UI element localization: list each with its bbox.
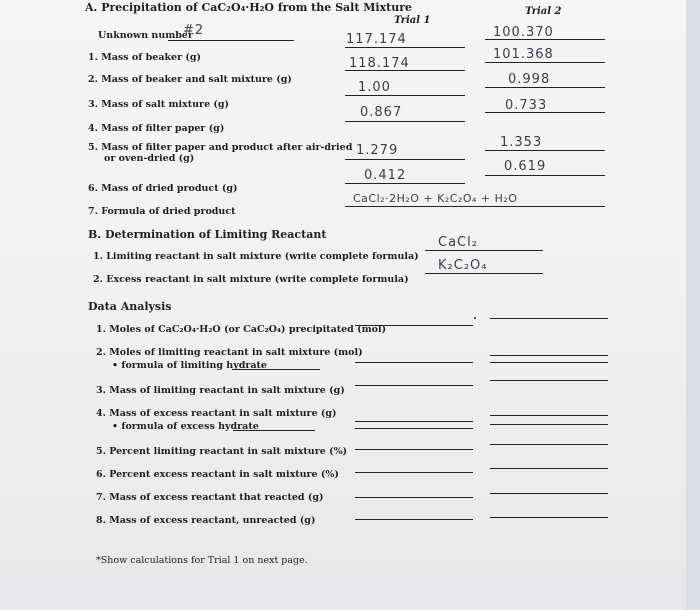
da7-label: 7. Mass of excess reactant that reacted (g) [96,492,324,503]
da2-sub-label: • formula of limiting hydrate [112,360,267,371]
da5-trial1-line[interactable] [355,449,473,450]
a7-answer-line[interactable] [345,206,605,207]
da4-sub-line[interactable] [233,430,315,431]
da3-trial1-line[interactable] [355,385,473,386]
b1-answer-line[interactable] [425,250,543,251]
a4-trial1-line[interactable] [345,121,465,122]
a2-trial2-line[interactable] [485,62,605,63]
a7-label: 7. Formula of dried product [88,206,236,217]
a3-trial1-line[interactable] [345,95,465,96]
a7-answer-value: CaCl₂·2H₂O + K₂C₂O₄ + H₂O [353,192,518,205]
a5-label-cont: or oven-dried (g) [104,153,195,164]
a3-label: 3. Mass of salt mixture (g) [88,99,230,110]
a3-trial1-value: 1.00 [358,80,391,95]
da5-trial2-line[interactable] [490,444,608,445]
da8-label: 8. Mass of excess reactant, unreacted (g) [96,515,316,526]
trial1-header: Trial 1 [394,15,431,26]
da3-trial2-line[interactable] [490,380,608,381]
data-analysis-title: Data Analysis [88,300,172,313]
da4-sub-label: • formula of excess hydrate [112,421,259,432]
da1-trial1-line[interactable] [355,325,473,326]
unknown-number-value: #2 [183,23,205,38]
da2-trial2-line-2[interactable] [490,362,608,363]
a4-label: 4. Mass of filter paper (g) [88,123,225,134]
da4-trial1-line[interactable] [355,421,473,422]
da1-trial2-line[interactable] [490,318,608,319]
a3-trial2-line[interactable] [485,87,605,88]
da2-trial2-line[interactable] [490,355,608,356]
a6-trial1-line[interactable] [345,183,465,184]
a4-trial2-value: 0.733 [505,98,548,113]
da4-trial2-line[interactable] [490,415,608,416]
da2-sub-line[interactable] [232,369,320,370]
a5-label: 5. Mass of filter paper and product after air-dried [88,142,353,153]
pen-mark [474,317,476,319]
a5-trial2-value: 1.353 [500,135,543,150]
da1-label: 1. Moles of CaC₂O₄·H₂O (or CaC₂O₄) precipitated (mol) [96,324,387,335]
da4-trial2-line-2[interactable] [490,424,608,425]
b2-answer-line[interactable] [425,273,543,274]
da3-label: 3. Mass of limiting reactant in salt mixture (g) [96,385,345,396]
a1-trial2-value: 100.370 [493,25,554,40]
b1-label: 1. Limiting reactant in salt mixture (write complete formula) [93,251,419,262]
b2-label: 2. Excess reactant in salt mixture (write complete formula) [93,274,409,285]
unknown-number-label: Unknown number [98,30,193,41]
a2-trial2-value: 101.368 [493,47,554,62]
footer-note: *Show calculations for Trial 1 on next page. [96,555,308,566]
a4-trial1-value: 0.867 [360,105,403,120]
unknown-number-line[interactable] [168,40,294,41]
a1-label: 1. Mass of beaker (g) [88,52,202,63]
section-b-title: B. Determination of Limiting Reactant [88,228,327,241]
da4-trial1-line-2[interactable] [355,428,473,429]
da8-trial1-line[interactable] [355,519,473,520]
da6-trial2-line[interactable] [490,468,608,469]
a2-label: 2. Mass of beaker and salt mixture (g) [88,74,292,85]
a5-trial2-line[interactable] [485,150,605,151]
a6-label: 6. Mass of dried product (g) [88,183,238,194]
da2-label: 2. Moles of limiting reactant in salt mixture (mol) [96,347,363,358]
a6-trial1-value: 0.412 [364,168,407,183]
b1-answer-value: CaCl₂ [438,235,478,250]
trial2-header: Trial 2 [525,6,562,17]
a6-trial2-value: 0.619 [504,159,547,174]
a2-trial1-value: 118.174 [349,56,410,71]
da4-label: 4. Mass of excess reactant in salt mixture (g) [96,408,337,419]
da8-trial2-line[interactable] [490,517,608,518]
da2-trial1-line[interactable] [355,362,473,363]
background-edge [686,0,700,610]
b2-answer-value: K₂C₂O₄ [438,258,488,273]
a6-trial2-line[interactable] [485,175,605,176]
da7-trial1-line[interactable] [355,497,473,498]
da6-label: 6. Percent excess reactant in salt mixture (%) [96,469,339,480]
a5-trial1-line[interactable] [345,159,465,160]
da6-trial1-line[interactable] [355,472,473,473]
section-a-title: A. Precipitation of CaC₂O₄·H₂O from the Salt Mixture [85,1,413,14]
da5-label: 5. Percent limiting reactant in salt mixture (%) [96,446,348,457]
a1-trial1-line[interactable] [345,47,465,48]
a1-trial1-value: 117.174 [346,32,407,47]
a3-trial2-value: 0.998 [508,72,551,87]
da7-trial2-line[interactable] [490,493,608,494]
a5-trial1-value: 1.279 [356,143,399,158]
